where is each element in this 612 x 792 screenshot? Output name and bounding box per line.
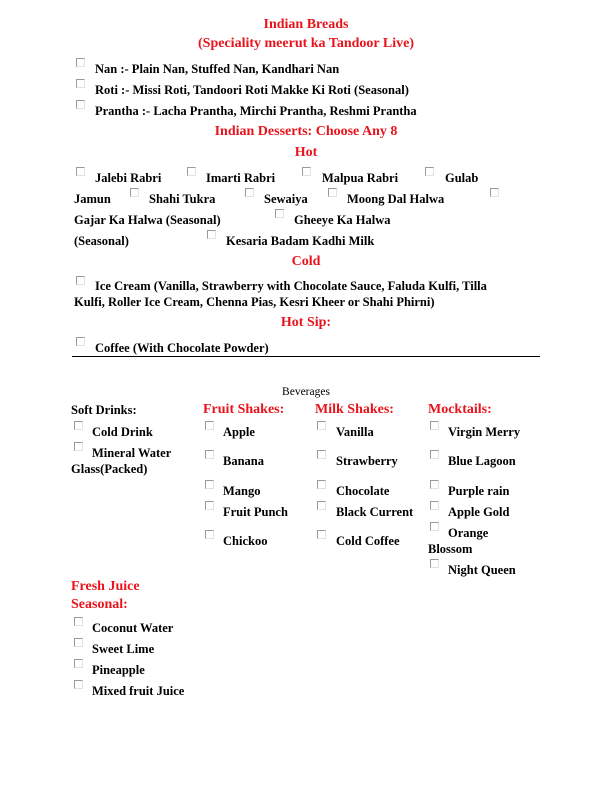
mock-blue-lagoon: Blue Lagoon	[448, 454, 516, 468]
mock-night-queen: Night Queen	[448, 563, 516, 577]
fruit-shakes-heading: Fruit Shakes:	[203, 402, 285, 417]
juice-coconut-water: Coconut Water	[92, 621, 174, 635]
dessert-gulab: Gulab	[445, 171, 479, 185]
checkbox-blue-lagoon[interactable]	[430, 450, 439, 459]
checkbox-sweet-lime[interactable]	[74, 638, 83, 647]
checkbox-roti[interactable]	[76, 79, 85, 88]
juice-pineapple: Pineapple	[92, 663, 145, 677]
dessert-shahi-tukra: Shahi Tukra	[149, 192, 216, 206]
mock-apple-gold: Apple Gold	[448, 505, 510, 519]
checkbox-pineapple[interactable]	[74, 659, 83, 668]
checkbox-ice-cream[interactable]	[76, 276, 85, 285]
soft-mineral-water: Mineral Water	[92, 446, 172, 460]
desserts-title: Indian Desserts: Choose Any 8	[214, 124, 398, 139]
dessert-gheeye-seasonal: (Seasonal)	[74, 234, 129, 248]
checkbox-banana[interactable]	[205, 450, 214, 459]
dessert-kesaria-milk: Kesaria Badam Kadhi Milk	[226, 234, 375, 248]
dessert-malpua: Malpua Rabri	[322, 171, 399, 185]
checkbox-apple-gold[interactable]	[430, 501, 439, 510]
dessert-gajar-halwa: Gajar Ka Halwa (Seasonal)	[74, 213, 221, 227]
checkbox-vanilla[interactable]	[317, 421, 326, 430]
checkbox-apple[interactable]	[205, 421, 214, 430]
checkbox-gajar-halwa[interactable]	[490, 188, 499, 197]
juice-sweet-lime: Sweet Lime	[92, 642, 155, 656]
checkbox-sewaiya[interactable]	[245, 188, 254, 197]
checkbox-nan[interactable]	[76, 58, 85, 67]
checkbox-jalebi[interactable]	[76, 167, 85, 176]
checkbox-fruit-punch[interactable]	[205, 501, 214, 510]
juice-heading-line1: Fresh Juice	[71, 579, 140, 594]
fruit-mango: Mango	[223, 484, 261, 498]
juice-mixed-fruit: Mixed fruit Juice	[92, 684, 185, 698]
breads-subtitle: (Speciality meerut ka Tandoor Live)	[198, 36, 414, 51]
fruit-punch: Fruit Punch	[223, 505, 288, 519]
checkbox-night-queen[interactable]	[430, 559, 439, 568]
checkbox-malpua[interactable]	[302, 167, 311, 176]
cold-item-line1: Ice Cream (Vanilla, Strawberry with Chocolate Sauce, Faluda Kulfi, Tilla	[95, 279, 487, 293]
checkbox-shahi-tukra[interactable]	[130, 188, 139, 197]
breads-title: Indian Breads	[263, 17, 349, 32]
hot-sip-heading: Hot Sip:	[280, 315, 332, 330]
checkbox-mixed-fruit[interactable]	[74, 680, 83, 689]
checkbox-cold-coffee[interactable]	[317, 530, 326, 539]
soft-cold-drink: Cold Drink	[92, 425, 153, 439]
milk-chocolate: Chocolate	[336, 484, 390, 498]
checkbox-prantha[interactable]	[76, 100, 85, 109]
bread-item-nan: Nan :- Plain Nan, Stuffed Nan, Kandhari Nan	[95, 62, 340, 76]
dessert-moong-dal: Moong Dal Halwa	[347, 192, 445, 206]
checkbox-coffee[interactable]	[76, 337, 85, 346]
hot-sip-coffee: Coffee (With Chocolate Powder)	[95, 341, 269, 355]
hot-heading: Hot	[294, 145, 318, 160]
milk-cold-coffee: Cold Coffee	[336, 534, 400, 548]
checkbox-purple-rain[interactable]	[430, 480, 439, 489]
checkbox-kesaria-milk[interactable]	[207, 230, 216, 239]
checkbox-imarti[interactable]	[187, 167, 196, 176]
dessert-sewaiya: Sewaiya	[264, 192, 308, 206]
soft-drinks-heading: Soft Drinks:	[71, 403, 137, 417]
checkbox-orange-blossom[interactable]	[430, 522, 439, 531]
cold-item-line2: Kulfi, Roller Ice Cream, Chenna Pias, Kesri Kheer or Shahi Phirni)	[74, 295, 435, 309]
checkbox-virgin-merry[interactable]	[430, 421, 439, 430]
checkbox-moong-dal[interactable]	[328, 188, 337, 197]
fruit-chickoo: Chickoo	[223, 534, 268, 548]
milk-shakes-heading: Milk Shakes:	[315, 402, 394, 417]
beverages-title: Beverages	[282, 386, 330, 398]
checkbox-mineral-water[interactable]	[74, 442, 83, 451]
mock-virgin-merry: Virgin Merry	[448, 425, 521, 439]
dessert-gheeye-halwa: Gheeye Ka Halwa	[294, 213, 391, 227]
soft-mineral-glass: Glass(Packed)	[71, 462, 148, 476]
fruit-apple: Apple	[223, 425, 255, 439]
milk-strawberry: Strawberry	[336, 454, 398, 468]
mock-orange: Orange	[448, 526, 489, 540]
dessert-jamun: Jamun	[74, 192, 111, 206]
bread-item-prantha: Prantha :- Lacha Prantha, Mirchi Prantha, Reshmi Prantha	[95, 104, 417, 118]
checkbox-cold-drink[interactable]	[74, 421, 83, 430]
dessert-imarti: Imarti Rabri	[206, 171, 276, 185]
checkbox-mango[interactable]	[205, 480, 214, 489]
mock-blossom: Blossom	[428, 542, 473, 556]
checkbox-strawberry[interactable]	[317, 450, 326, 459]
fruit-banana: Banana	[223, 454, 264, 468]
section-divider	[72, 356, 540, 357]
dessert-jalebi: Jalebi Rabri	[95, 171, 162, 185]
bread-item-roti: Roti :- Missi Roti, Tandoori Roti Makke Ki Roti (Seasonal)	[95, 83, 409, 97]
cold-heading: Cold	[291, 254, 321, 269]
checkbox-gulab-jamun[interactable]	[425, 167, 434, 176]
mocktails-heading: Mocktails:	[428, 402, 492, 417]
milk-vanilla: Vanilla	[336, 425, 374, 439]
juice-heading-line2: Seasonal:	[71, 597, 128, 612]
checkbox-coconut-water[interactable]	[74, 617, 83, 626]
milk-black-current: Black Current	[336, 505, 414, 519]
checkbox-chocolate[interactable]	[317, 480, 326, 489]
checkbox-chickoo[interactable]	[205, 530, 214, 539]
checkbox-black-current[interactable]	[317, 501, 326, 510]
checkbox-gheeye-halwa[interactable]	[275, 209, 284, 218]
mock-purple-rain: Purple rain	[448, 484, 510, 498]
